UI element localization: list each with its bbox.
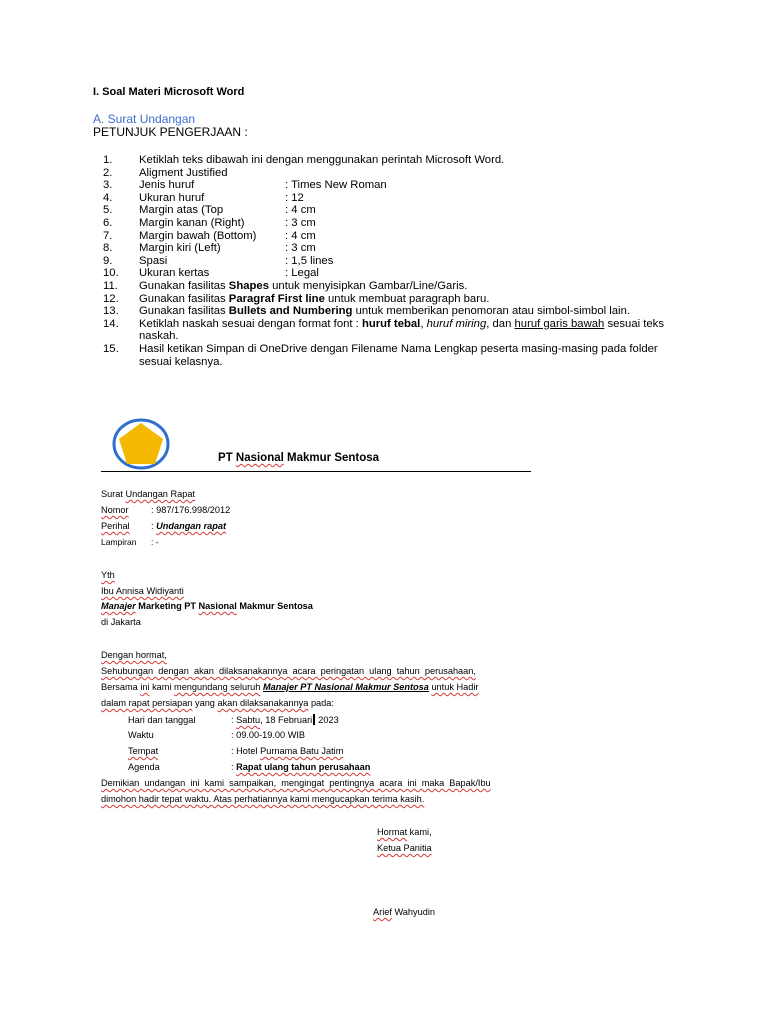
letter-nomor: Nomor : 987/176.998/2012 bbox=[101, 505, 231, 515]
section-heading: A. Surat Undangan bbox=[93, 112, 196, 126]
list-item: 14. Ketiklah naskah sesuai dengan format font : huruf tebal, huruf miring, dan huruf garis bawah sesuai teks naskah. bbox=[103, 317, 664, 343]
list-item: 7. Margin bawah (Bottom) : 4 cm bbox=[103, 229, 316, 242]
letter-greeting: Dengan hormat, bbox=[101, 650, 167, 660]
pentagon-logo-icon bbox=[112, 418, 170, 470]
signature-role: Ketua Panitia bbox=[377, 843, 432, 853]
list-item: 6. Margin kanan (Right) : 3 cm bbox=[103, 216, 316, 229]
page-heading: I. Soal Materi Microsoft Word bbox=[93, 86, 245, 98]
company-name: PT Nasional Makmur Sentosa bbox=[218, 452, 380, 464]
list-item: 10. Ukuran kertas : Legal bbox=[103, 267, 319, 280]
signature-name: Arief Wahyudin bbox=[373, 907, 435, 917]
signature-salutation: Hormat kami, bbox=[377, 827, 432, 837]
list-item: 3. Jenis huruf : Times New Roman bbox=[103, 179, 387, 192]
recipient-role: Manajer Marketing PT Nasional Makmur Sentosa bbox=[101, 601, 313, 611]
list-item: 8. Margin kiri (Left) : 3 cm bbox=[103, 242, 316, 255]
agenda-waktu: Waktu : 09.00-19.00 WIB bbox=[128, 730, 306, 740]
text-cursor bbox=[313, 714, 315, 725]
list-item: 13. Gunakan fasilitas Bullets and Numbering untuk memberikan penomoran atau simbol-simbol lain. bbox=[103, 305, 630, 318]
list-item: 12. Gunakan fasilitas Paragraf First line untuk membuat paragraph baru. bbox=[103, 292, 490, 305]
list-item: 4. Ukuran huruf : 12 bbox=[103, 191, 304, 204]
letter-perihal: Perihal : Undangan rapat bbox=[101, 521, 227, 531]
agenda-acara: Agenda : Rapat ulang tahun perusahaan bbox=[128, 762, 371, 772]
letter-lampiran: Lampiran : - bbox=[101, 537, 159, 547]
agenda-tempat: Tempat : Hotel Purnama Batu Jatim bbox=[128, 746, 344, 756]
instruction-list bbox=[103, 154, 693, 368]
list-item: 11. Gunakan fasilitas Shapes untuk menyisipkan Gambar/Line/Garis. bbox=[103, 279, 468, 292]
recipient-city: di Jakarta bbox=[101, 617, 141, 627]
list-item: 2. Aligment Justified bbox=[103, 166, 228, 179]
list-item: 1. Ketiklah teks dibawah ini dengan menggunakan perintah Microsoft Word. bbox=[103, 154, 505, 166]
recipient-yth: Yth bbox=[101, 570, 115, 580]
instructions-heading: PETUNJUK PENGERJAAN : bbox=[93, 125, 248, 139]
agenda-hari: Hari dan tanggal : Sabtu, 18 Februari 2023 bbox=[128, 715, 339, 725]
recipient-name: Ibu Annisa Widiyanti bbox=[101, 586, 184, 596]
closing-line: Demikian undangan ini kami sampaikan, mengingat pentingnya acara ini maka Bapak/Ibu bbox=[101, 778, 491, 788]
letter-paragraph-line: Bersama ini kami mengundang seluruh Manajer PT Nasional Makmur Sentosa untuk Hadir bbox=[101, 682, 479, 692]
letter-paragraph-line: dalam rapat persiapan yang akan dilaksanakannya pada: bbox=[101, 698, 334, 708]
letterhead-divider bbox=[101, 471, 531, 472]
list-item: 15. Hasil ketikan Simpan di OneDrive dengan Filename Nama Lengkap peserta masing-masing pada folder sesuai kelasnya. bbox=[103, 342, 658, 368]
list-item: 9. Spasi : 1,5 lines bbox=[103, 254, 334, 267]
list-item: 5. Margin atas (Top : 4 cm bbox=[103, 204, 316, 217]
letter-title: Surat Undangan Rapat bbox=[101, 489, 195, 499]
letter-paragraph-line: Sehubungan dengan akan dilaksanakannya acara peringatan ulang tahun perusahaan, bbox=[101, 666, 476, 676]
closing-line: dimohon hadir tepat waktu. Atas perhatiannya kami mengucapkan terima kasih. bbox=[101, 794, 425, 804]
